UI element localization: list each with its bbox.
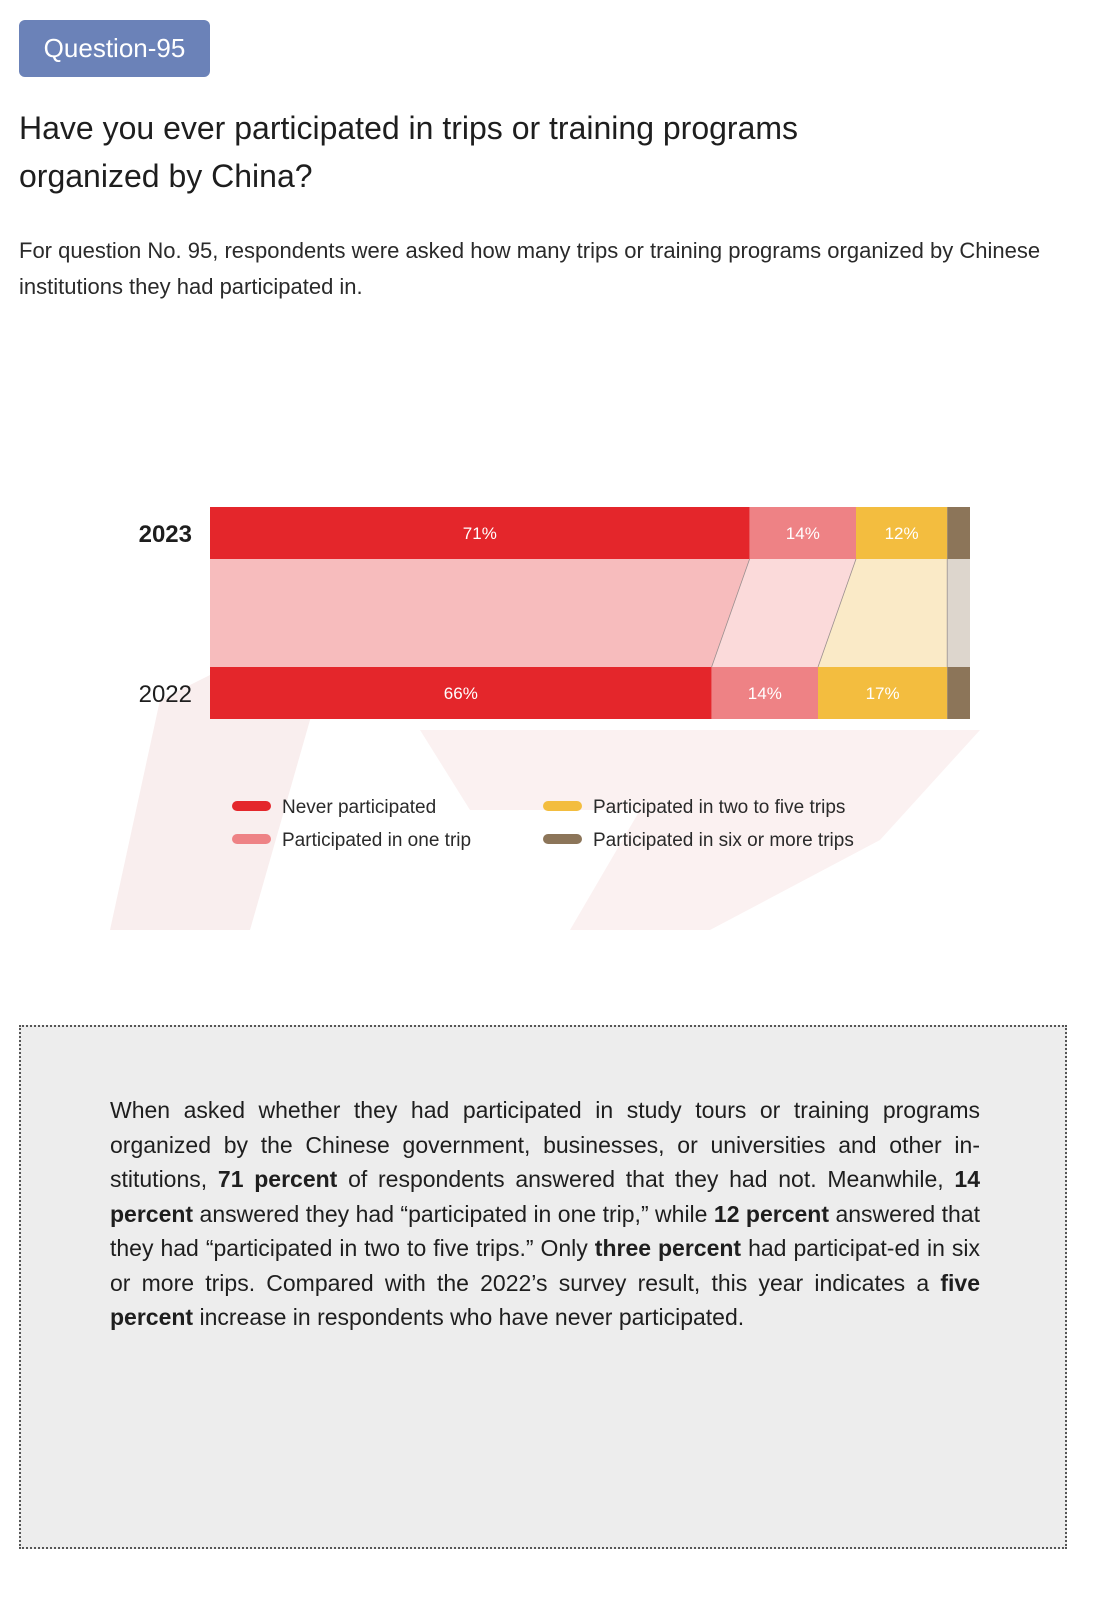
data-label: 66% [443, 684, 478, 703]
legend-swatch [543, 834, 582, 844]
legend-label: Participated in two to five trips [593, 797, 846, 818]
summary-part-2: of respondents answered that they had not. Meanwhile, [337, 1166, 955, 1192]
summary-text [110, 1093, 980, 1335]
connector-band [210, 559, 750, 667]
summary-part-6: increase in respondents who have never participated. [193, 1304, 745, 1330]
summary-highlight-4: three percent [594, 1235, 742, 1261]
data-label: 14% [747, 684, 782, 703]
legend-label: Participated in six or more trips [593, 830, 854, 851]
bar-segment [947, 667, 970, 719]
legend-swatch [543, 801, 582, 811]
connector-band [947, 559, 970, 667]
data-label: 17% [865, 684, 900, 703]
stacked-bar-chart [0, 460, 1110, 980]
question-badge: Question-95 [19, 20, 210, 77]
legend-label: Participated in one trip [282, 830, 472, 851]
summary-highlight-2: 14 percent [110, 1166, 981, 1227]
question-title: Have you ever participated in trips or training programs organized by China? [19, 110, 799, 194]
summary-highlight-5: five percent [110, 1269, 980, 1330]
category-label: 2023 [138, 521, 192, 548]
summary-part-3: answered they had “participated in one trip,” while [193, 1200, 714, 1227]
question-intro: For question No. 95, respondents were asked how many trips or training programs organized by Chinese institutions they had participated in. [19, 238, 1041, 299]
data-label: 12% [884, 524, 919, 543]
summary-part-4: answered that they had “participated in two to five trips.” Only [110, 1200, 980, 1261]
connector-bands [210, 559, 970, 667]
category-label: 2022 [138, 681, 192, 708]
data-label: 14% [785, 524, 820, 543]
summary-highlight-1: 71 percent [217, 1166, 338, 1192]
summary-part-1: When asked whether they had participated in study tours or training programs organized by the Chinese government, businesses, or universities and other in-stitutions, [110, 1097, 980, 1192]
data-label: 71% [462, 524, 497, 543]
summary-part-5: had participat-ed in six or more trips. Compared with the 2022’s survey result, this year indicates a [110, 1235, 981, 1296]
legend-swatch [232, 801, 271, 811]
legend-swatch [232, 834, 271, 844]
legend-label: Never participated [282, 797, 437, 818]
summary-box [19, 1025, 1067, 1549]
bar-segment [947, 507, 970, 559]
summary-highlight-3: 12 percent [713, 1200, 830, 1227]
